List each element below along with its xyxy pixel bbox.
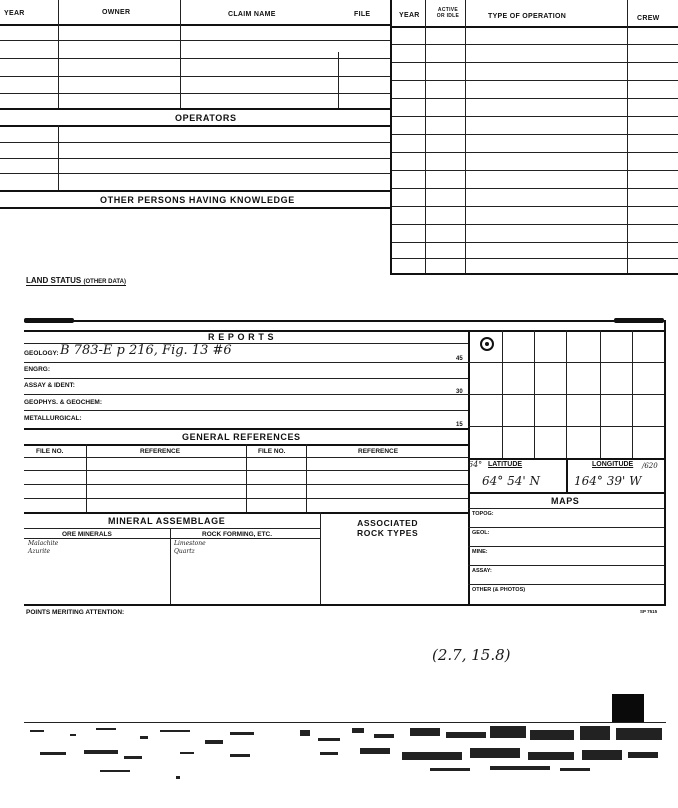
maps-topog: TOPOG: [472,511,494,517]
associated-line2: ROCK TYPES [357,528,419,538]
report-label-engrg: ENGRG: [24,366,50,373]
col-file-no-2: FILE NO. [258,448,286,455]
header-crew: CREW [637,15,660,22]
header-type-of-operation: TYPE OF OPERATION [488,13,567,20]
rock-forming-entry-2: Quartz [174,548,195,555]
form-code: SP 7515 [640,609,658,614]
operators-title: OPERATORS [175,113,237,123]
latitude-value: 64° 54' N [482,474,540,488]
land-status-text: LAND STATUS [26,276,82,285]
header-active-line2: OR IDLE [436,13,460,19]
associated-rock-types [357,518,418,538]
ore-mineral-entry-1: Malachite [28,540,59,547]
coords-note: (2.7, 15.8) [432,646,511,664]
maps-geol: GEOL: [472,530,490,536]
mineral-assemblage-title: MINERAL ASSEMBLAGE [108,516,226,526]
header-file: FILE [354,11,371,18]
location-marker-icon [480,337,494,351]
maps-title: MAPS [551,496,580,506]
report-label-metallurgical: METALLURGICAL: [24,415,82,422]
land-status-sub: (OTHER DATA) [83,279,126,285]
report-entry-geology: B 783-E p 216, Fig. 13 #6 [60,343,232,358]
latitude-prefix: 64° [468,460,483,469]
land-status-label [26,276,126,286]
separator-mark-right [614,318,664,323]
report-num-metallurgical: 15 [456,422,463,428]
general-references-title: GENERAL REFERENCES [182,432,301,442]
associated-line1: ASSOCIATED [357,518,419,528]
reports-title: R E P O R T S [208,332,275,342]
report-label-geophys: GEOPHYS. & GEOCHEM: [24,399,103,406]
header-active-or-idle [431,7,465,19]
longitude-suffix: /620 [642,462,658,470]
report-num-assay: 30 [456,389,463,395]
header-year-2: YEAR [399,12,420,19]
latitude-label: LATITUDE [488,461,523,468]
other-persons-title: OTHER PERSONS HAVING KNOWLEDGE [100,195,295,205]
header-active-line1: ACTIVE [437,7,459,13]
col-reference-2: REFERENCE [358,448,399,455]
scan-noise-strip [0,722,678,788]
longitude-label: LONGITUDE [592,461,634,468]
longitude-value: 164° 39' W [574,474,642,488]
rock-forming-entry-1: Limestone [174,540,206,547]
maps-assay: ASSAY: [472,568,492,574]
col-file-no-1: FILE NO. [36,448,64,455]
header-year: YEAR [4,10,25,17]
maps-other: OTHER (& PHOTOS) [472,587,526,593]
report-num-geology: 45 [456,356,463,362]
registration-block [612,694,644,722]
header-claim-name: CLAIM NAME [228,11,276,18]
points-meriting-attention-label: POINTS MERITING ATTENTION: [26,609,125,616]
report-label-assay: ASSAY & IDENT: [24,382,75,389]
header-owner: OWNER [102,9,131,16]
rock-forming-label: ROCK FORMING, ETC. [202,531,273,538]
report-label-geology: GEOLOGY: [24,350,59,357]
maps-mine: MINE: [472,549,488,555]
col-reference-1: REFERENCE [140,448,181,455]
ore-minerals-label: ORE MINERALS [62,531,112,538]
ore-mineral-entry-2: Azurite [28,548,51,555]
